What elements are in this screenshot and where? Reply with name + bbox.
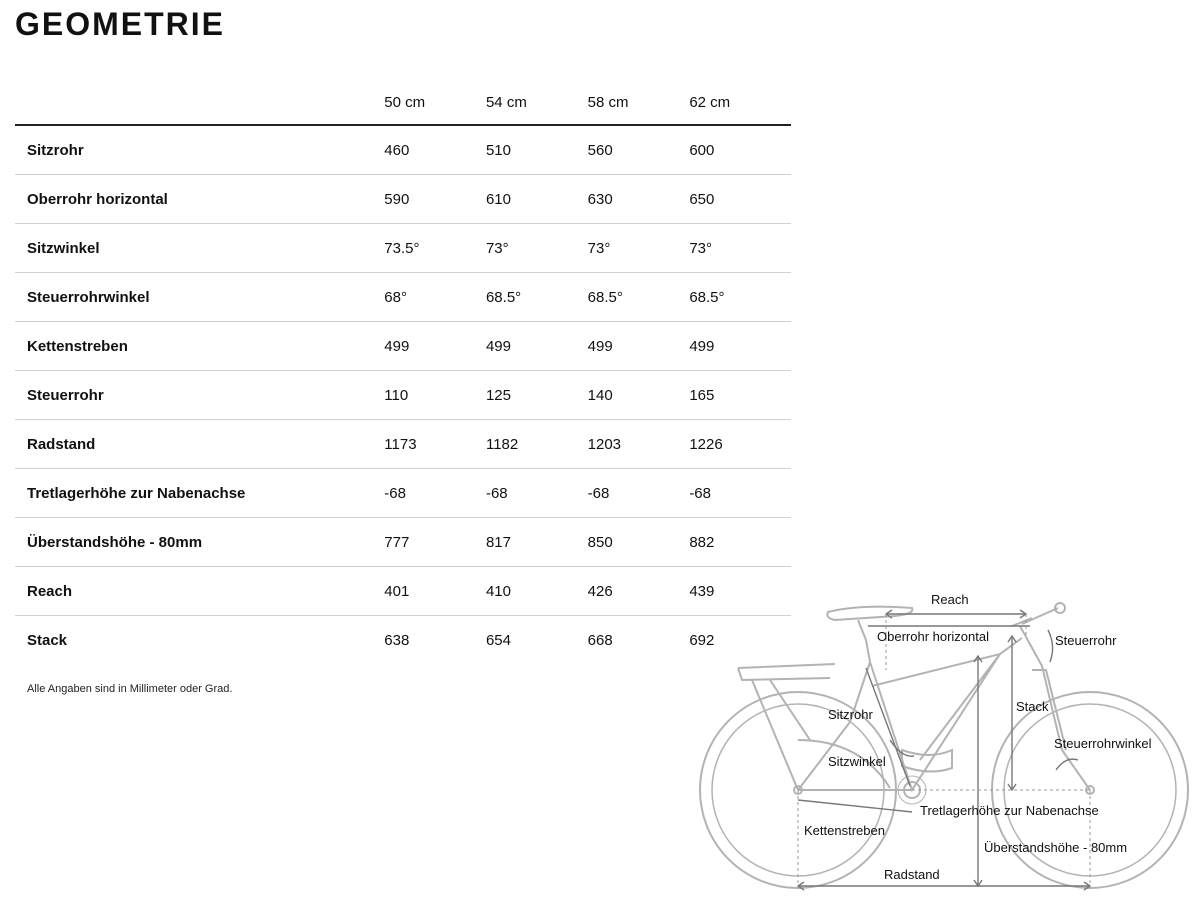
diagram-label-head-angle: Steuerrohrwinkel xyxy=(1054,736,1152,751)
diagram-label-head-tube: Steuerrohr xyxy=(1055,633,1117,648)
diagram-label-top-tube: Oberrohr horizontal xyxy=(877,629,989,644)
row-value: 68.5° xyxy=(588,273,690,322)
row-value: 140 xyxy=(588,371,690,420)
row-label: Steuerrohrwinkel xyxy=(15,273,384,322)
diagram-label-wheelbase: Radstand xyxy=(884,867,940,882)
column-header: 58 cm xyxy=(588,80,690,125)
page-title: GEOMETRIE xyxy=(15,6,226,42)
diagram-label-standover: Überstandshöhe - 80mm xyxy=(984,840,1128,855)
handlebar xyxy=(1022,608,1058,624)
table-row xyxy=(15,518,791,567)
geometry-table xyxy=(15,80,791,664)
row-value: 560 xyxy=(588,125,690,175)
table-row xyxy=(15,322,791,371)
row-value: 73° xyxy=(486,224,588,273)
bike-geometry-diagram xyxy=(690,590,1200,895)
row-value: 401 xyxy=(384,567,486,616)
row-value: 850 xyxy=(588,518,690,567)
row-label: Oberrohr horizontal xyxy=(15,175,384,224)
row-value: -68 xyxy=(486,469,588,518)
row-value: 817 xyxy=(486,518,588,567)
rear-rack xyxy=(738,664,835,790)
table-row xyxy=(15,224,791,273)
row-value: -68 xyxy=(689,469,791,518)
row-value: 499 xyxy=(689,322,791,371)
row-label: Radstand xyxy=(15,420,384,469)
row-value: 1226 xyxy=(689,420,791,469)
column-header: 54 cm xyxy=(486,80,588,125)
row-value: 590 xyxy=(384,175,486,224)
table-row xyxy=(15,420,791,469)
diagram-label-chainstay: Kettenstreben xyxy=(804,823,885,838)
table-row xyxy=(15,469,791,518)
row-value: 499 xyxy=(384,322,486,371)
row-label: Tretlagerhöhe zur Nabenachse xyxy=(15,469,384,518)
row-value: 410 xyxy=(486,567,588,616)
row-value: 630 xyxy=(588,175,690,224)
row-value: 777 xyxy=(384,518,486,567)
row-label: Kettenstreben xyxy=(15,322,384,371)
row-label: Überstandshöhe - 80mm xyxy=(15,518,384,567)
row-value: 426 xyxy=(588,567,690,616)
row-value: 68.5° xyxy=(689,273,791,322)
table-row xyxy=(15,273,791,322)
row-value: 510 xyxy=(486,125,588,175)
row-value: 73° xyxy=(689,224,791,273)
row-value: 499 xyxy=(486,322,588,371)
table-row xyxy=(15,371,791,420)
row-value: 654 xyxy=(485,631,511,649)
table-header-row xyxy=(15,80,791,125)
row-label: Stack xyxy=(27,631,68,649)
row-value: 460 xyxy=(384,125,486,175)
table-row xyxy=(15,567,791,616)
row-value: 125 xyxy=(486,371,588,420)
column-header: 50 cm xyxy=(384,80,486,125)
row-value: 650 xyxy=(689,175,791,224)
row-value: -68 xyxy=(384,469,486,518)
diagram-label-reach: Reach xyxy=(931,592,969,607)
row-value: 73.5° xyxy=(384,224,486,273)
row-value: 68° xyxy=(384,273,486,322)
row-value: 610 xyxy=(486,175,588,224)
row-value: 1182 xyxy=(486,420,588,469)
table-row xyxy=(15,125,791,175)
diagram-label-stack: Stack xyxy=(1016,699,1049,714)
row-label: Sitzwinkel xyxy=(15,224,384,273)
diagram-label-bb-drop: Tretlagerhöhe zur Nabenachse xyxy=(920,803,1099,818)
table-row xyxy=(15,175,791,224)
row-value: 68.5° xyxy=(486,273,588,322)
diagram-label-seat-tube: Sitzrohr xyxy=(828,707,873,722)
header-empty-cell xyxy=(15,80,384,125)
row-value: 165 xyxy=(689,371,791,420)
row-value: 499 xyxy=(588,322,690,371)
row-value: 1173 xyxy=(384,420,486,469)
row-value: 600 xyxy=(689,125,791,175)
row-value: 439 xyxy=(689,567,791,616)
row-value: 668 xyxy=(587,631,613,649)
row-value: 638 xyxy=(384,631,410,649)
row-value: 110 xyxy=(384,371,486,420)
row-value: 882 xyxy=(689,518,791,567)
row-label: Steuerrohr xyxy=(15,371,384,420)
row-label: Sitzrohr xyxy=(15,125,384,175)
row-value: 1203 xyxy=(588,420,690,469)
diagram-label-seat-angle: Sitzwinkel xyxy=(828,754,886,769)
row-value: 692 xyxy=(689,631,715,649)
row-label: Reach xyxy=(15,567,384,616)
row-value: 73° xyxy=(588,224,690,273)
row-value: -68 xyxy=(588,469,690,518)
units-note: Alle Angaben sind in Millimeter oder Grad. xyxy=(27,683,233,695)
column-header: 62 cm xyxy=(689,80,791,125)
table-row xyxy=(15,616,791,665)
